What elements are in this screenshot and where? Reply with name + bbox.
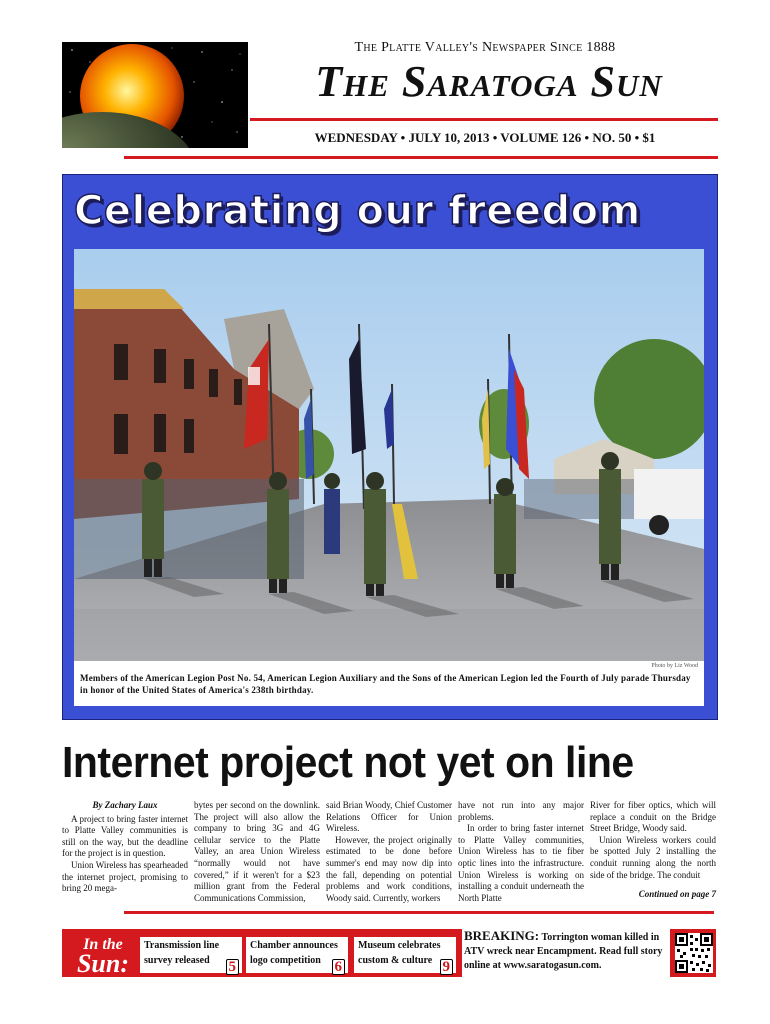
article-paragraph: However, the project originally estimated to be done before summer's end may now dip into the fall, depending on potential problems and work conditions, Woody said. Currently, workers: [326, 834, 452, 903]
continued-link[interactable]: Continued on page 7: [638, 889, 716, 899]
breaking-label: BREAKING:: [464, 928, 540, 943]
feature-headline: Celebrating our freedom: [74, 188, 641, 234]
article-column-4: [458, 800, 584, 904]
breaking-text: Torrington woman killed in ATV wreck near Encampment. Read full story online at www.saratogasun.com.: [464, 932, 663, 971]
teaser-text: Museum celebrates custom & culture: [358, 940, 441, 966]
article-paragraph: A project to bring faster internet to Platte Valley communities is still on the way, but the deadline for the project is in question.: [62, 813, 188, 859]
article-paragraph: River for fiber optics, which will replace a conduit on the Bridge Street Bridge, Woody said.: [590, 800, 716, 834]
parade-photo: [74, 249, 704, 661]
teaser-museum[interactable]: [354, 937, 456, 973]
teaser-transmission[interactable]: [140, 937, 242, 973]
article-column-1: [62, 800, 188, 895]
article-column-3: [326, 800, 452, 904]
article-column-2: [194, 800, 320, 904]
teaser-page-number: 6: [332, 959, 346, 975]
article-headline: Internet project not yet on line: [62, 738, 634, 787]
qr-code-icon[interactable]: [675, 933, 713, 973]
issue-date-line: WEDNESDAY • JULY 10, 2013 • VOLUME 126 • NO. 50 • $1: [314, 130, 656, 145]
teaser-page-number: 9: [440, 959, 454, 975]
teaser-text: Transmission line survey released: [144, 940, 220, 966]
in-the-sun-label: [70, 936, 136, 978]
section-rule: [124, 911, 714, 914]
article-paragraph: said Brian Woody, Chief Customer Relations Officer for Union Wireless.: [326, 800, 452, 834]
masthead-rule-bottom: [124, 156, 718, 159]
article-paragraph: Union Wireless workers could be spotted July 2 installing the conduit running along the north side of the bridge. The conduit: [590, 834, 716, 880]
sun-logo: [62, 42, 248, 148]
byline: By Zachary Laux: [92, 800, 158, 810]
article-paragraph: bytes per second on the downlink. The project will also allow the company to bring 3G and 4G cellular service to the Platte Valley, an area Union Wireless “normally would not have covered,” if it weren't for a $23 million grant from the Federal Communications Commission,: [194, 800, 320, 903]
teaser-text: Chamber announces logo competition: [250, 940, 338, 966]
newspaper-title: The Saratoga Sun: [315, 57, 663, 106]
teaser-chamber[interactable]: [246, 937, 348, 973]
sun-label: Sun:: [76, 949, 130, 978]
teaser-page-number: 5: [226, 959, 240, 975]
article-paragraph: have not run into any major problems.: [458, 800, 584, 822]
in-the-label: In the: [83, 936, 123, 953]
photo-caption: Members of the American Legion Post No. 54, American Legion Auxiliary and the Sons of the American Legion led the Fourth of July parade Thursday in honor of the United States of America's 238th birthday.: [80, 673, 691, 695]
article-column-5: [590, 800, 716, 881]
masthead-tagline: The Platte Valley's Newspaper Since 1888: [354, 40, 616, 55]
breaking-news[interactable]: [462, 929, 670, 977]
photo-credit: Photo by Liz Wood: [651, 663, 698, 669]
article-paragraph: Union Wireless has spearheaded the internet project, promising to bring 20 mega-: [62, 859, 188, 894]
masthead-rule-top: [250, 118, 718, 121]
article-paragraph: In order to bring faster internet to Platte Valley communities, Union Wireless has to tie fiber optic lines into the infrastructure. Union Wireless is working on installing a conduit underneath the North Platte: [458, 823, 584, 903]
